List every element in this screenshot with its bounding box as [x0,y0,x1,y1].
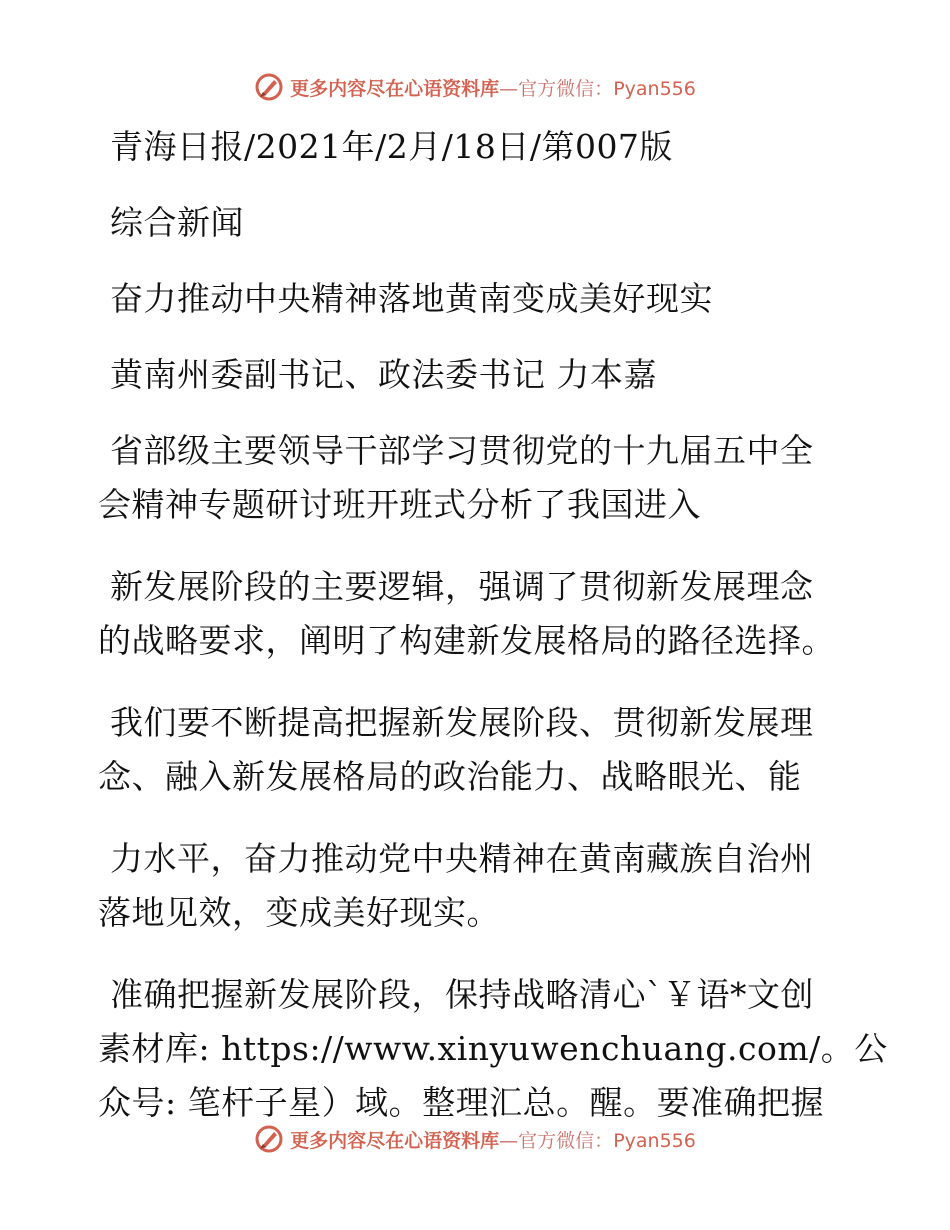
watermark-sub: 官方微信： [518,77,614,100]
paragraph-line: 素材库: https://www.xinyuwenchuang.com/。公 [98,1029,888,1068]
watermark-dash: — [499,1129,519,1152]
watermark-brand: 更多内容尽在心语资料库 [290,77,500,100]
paragraph-line: 众号: 笔杆子星）域。整理汇总。醒。要准确把握 [98,1083,825,1122]
paragraph-line: 落地见效，变成美好现实。 [98,893,500,932]
pen-logo-icon [254,72,284,102]
paragraph-line: 省部级主要领导干部学习贯彻党的十九届五中全 [110,431,814,470]
article-title: 奋力推动中央精神落地黄南变成美好现实 [110,279,713,318]
paragraph-line: 念、融入新发展格局的政治能力、战略眼光、能 [98,757,802,796]
paragraph-line: 我们要不断提高把握新发展阶段、贯彻新发展理 [110,703,814,742]
paragraph-line: 力水平，奋力推动党中央精神在黄南藏族自治州 [110,839,814,878]
watermark-header [0,72,950,102]
watermark-brand: 更多内容尽在心语资料库 [290,1129,500,1152]
paragraph-line: 准确把握新发展阶段，保持战略清心`￥语*文创 [110,975,814,1014]
section-label: 综合新闻 [110,203,244,242]
watermark-footer [0,1124,950,1154]
watermark-text [290,74,696,101]
watermark-dash: — [499,77,519,100]
article-author: 黄南州委副书记、政法委书记 力本嘉 [110,355,657,394]
pen-logo-icon [254,1124,284,1154]
paragraph-line: 会精神专题研讨班开班式分析了我国进入 [98,485,701,524]
watermark-id: Pyan556 [613,77,696,100]
document-body [98,120,888,1130]
paragraph-line: 新发展阶段的主要逻辑，强调了贯彻新发展理念 [110,567,814,606]
watermark-text [290,1126,696,1153]
watermark-sub: 官方微信： [518,1129,614,1152]
source-line: 青海日报/2021年/2月/18日/第007版 [110,127,673,166]
paragraph-line: 的战略要求，阐明了构建新发展格局的路径选择。 [98,621,835,660]
watermark-id: Pyan556 [613,1129,696,1152]
